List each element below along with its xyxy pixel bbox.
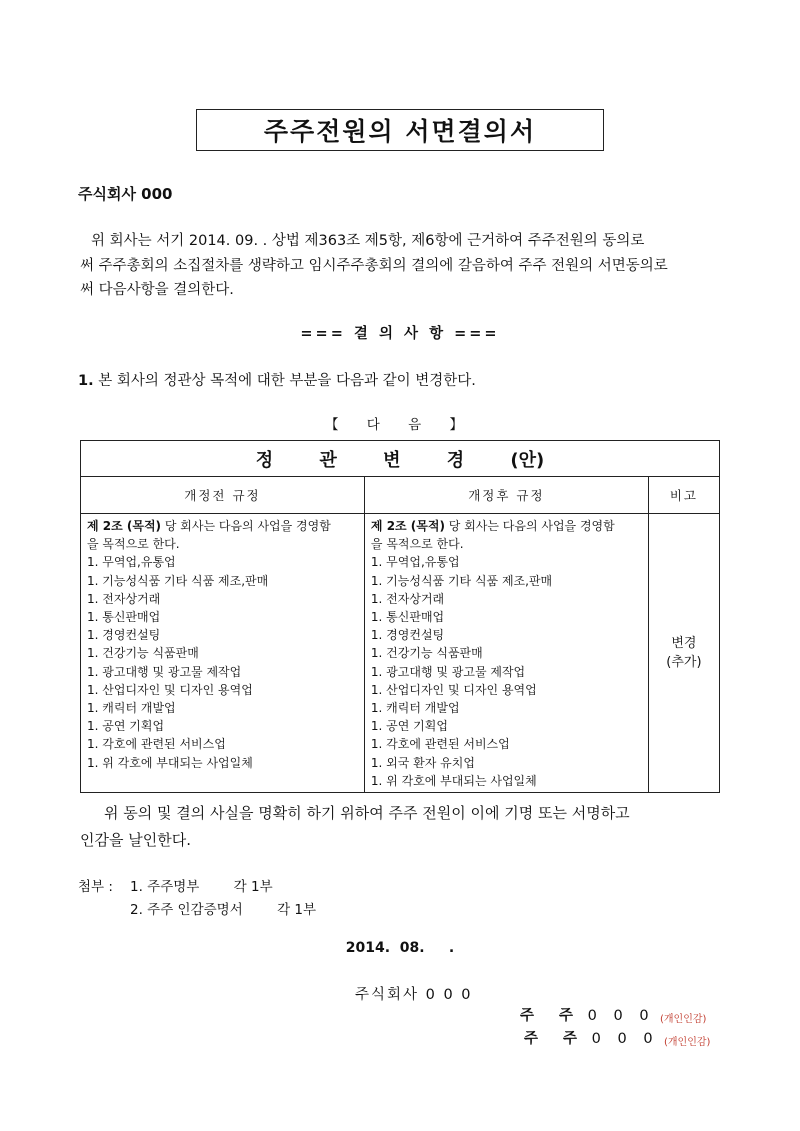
list-item: 1. 경영컨설팅 [87, 628, 161, 643]
intro-line: 써 다음사항을 결의한다. [80, 282, 234, 298]
list-item: 1. 무역업,유통업 [87, 555, 176, 570]
list-item: 1. 광고대행 및 광고물 제작업 [87, 664, 242, 679]
list-item: 1. 공연 기획업 [370, 719, 448, 734]
list-item: 1. 건강기능 식품판매 [87, 646, 199, 661]
list-item: 1. 통신판매업 [87, 610, 161, 625]
attachment-item: 1. 주주명부 각 1부 [130, 879, 273, 895]
clause-second-line: 을 목적으로 한다. [370, 537, 464, 552]
list-item: 1. 통신판매업 [370, 610, 445, 625]
list-item: 1. 광고대행 및 광고물 제작업 [370, 664, 526, 679]
intro-line: 위 회사는 서기 2014. 09. . 상법 제363조 제5항, 제6항에 근거하여 주주전원의 동의로 [91, 233, 645, 249]
clause-second-line: 을 목적으로 한다. [87, 537, 180, 552]
note-line: (추가) [666, 655, 702, 671]
document-date: 2014. 08. . [345, 940, 455, 956]
shareholder-role: 주 주 [520, 1008, 584, 1024]
closing-paragraph [80, 800, 730, 854]
list-item: 1. 위 각호에 부대되는 사업일체 [370, 773, 537, 788]
resolution-heading: === 결 의 사 항 === [300, 326, 500, 342]
following-heading: 【 다 음 】 [325, 417, 475, 433]
list-item: 1. 기능성식품 기타 식품 제조,판매 [87, 573, 269, 588]
seal-label: (개인인감) [664, 1037, 711, 1048]
amendment-table [80, 440, 720, 793]
closing-line: 위 동의 및 결의 사실을 명확히 하기 위하여 주주 전원이 이에 기명 또는 서명하고 [104, 804, 630, 822]
header-before: 개정전 규정 [81, 477, 365, 514]
list-item: 1. 캐릭터 개발업 [370, 701, 460, 716]
intro-line: 써 주주총회의 소집절차를 생략하고 임시주주총회의 결의에 갈음하여 주주 전원의 서면동의로 [80, 257, 668, 274]
seal-label: (개인인감) [660, 1014, 707, 1025]
clause-first-line [371, 517, 642, 535]
shareholder-name: 0 0 0 [591, 1031, 659, 1047]
list-item: 1. 각호에 관련된 서비스업 [370, 737, 510, 752]
list-item: 1. 전자상거래 [370, 591, 445, 606]
list-item: 1. 건강기능 식품판매 [370, 646, 483, 661]
list-item: 1. 공연 기획업 [87, 719, 165, 734]
list-item: 1. 기능성식품 기타 식품 제조,판매 [370, 573, 553, 588]
list-item: 1. 산업디자인 및 디자인 용역업 [87, 682, 253, 697]
attachment-item: 2. 주주 인감증명서 각 1부 [130, 902, 317, 918]
list-item: 1. 각호에 관련된 서비스업 [87, 737, 226, 752]
clause-rest: 당 회사는 다음의 사업을 경영함 [444, 519, 615, 533]
list-item: 1. 위 각호에 부대되는 사업일체 [87, 755, 253, 770]
note-line: 변경 [671, 636, 697, 652]
clause-first-line [87, 517, 358, 535]
header-note: 비고 [648, 477, 719, 514]
attachments [78, 876, 316, 922]
list-item: 1. 산업디자인 및 디자인 용역업 [370, 682, 537, 697]
shareholder-name: 0 0 0 [587, 1008, 655, 1024]
intro-paragraph [80, 229, 730, 303]
closing-line: 인감을 날인한다. [80, 831, 191, 849]
clause-label: 제 2조 (목적) [87, 519, 162, 533]
attachments-label: 첨부 : [78, 879, 113, 895]
list-item: 1. 외국 환자 유치업 [370, 755, 475, 770]
document-title: 주주전원의 서면결의서 [196, 109, 604, 151]
item-number: 1. [78, 373, 94, 389]
note-cell [648, 514, 719, 793]
clause-label: 제 2조 (목적) [370, 519, 445, 533]
table-title: 정 관 변 경 (안) [81, 441, 720, 477]
list-item: 1. 무역업,유통업 [370, 555, 460, 570]
clause-rest: 당 회사는 다음의 사업을 경영함 [161, 519, 331, 533]
list-item: 1. 경영컨설팅 [370, 628, 445, 643]
clause-before [81, 514, 365, 793]
company-name: 주식회사 000 [78, 185, 173, 203]
header-after: 개정후 규정 [364, 477, 648, 514]
shareholder-row [520, 1004, 655, 1025]
item-text: 본 회사의 정관상 목적에 대한 부분을 다음과 같이 변경한다. [98, 373, 476, 389]
shareholder-row [524, 1027, 659, 1048]
list-item: 1. 전자상거래 [87, 591, 161, 606]
list-item: 1. 캐릭터 개발업 [87, 701, 176, 716]
clause-after [364, 514, 648, 793]
resolution-item [78, 369, 476, 390]
signing-company: 주식회사 0 0 0 [355, 987, 473, 1003]
shareholder-role: 주 주 [524, 1031, 588, 1047]
